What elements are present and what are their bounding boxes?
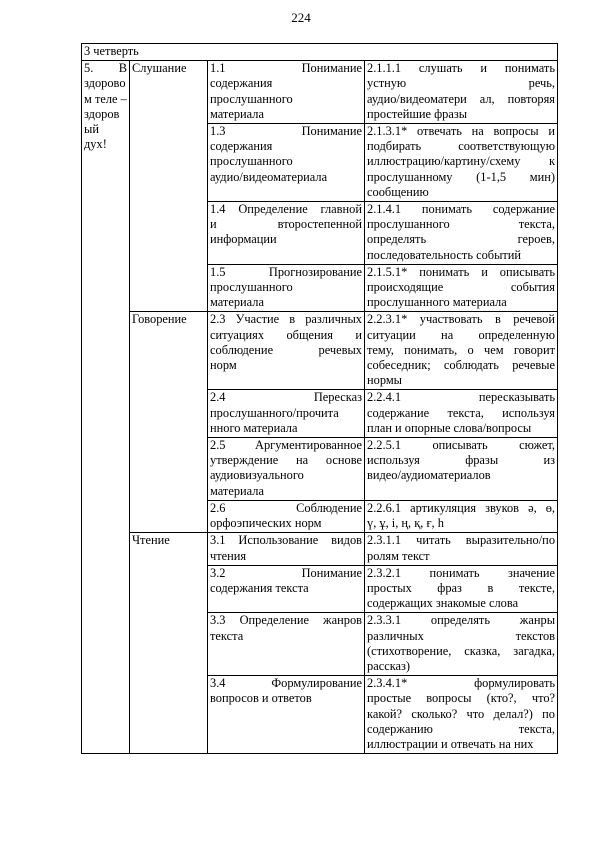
text-line: содержания — [210, 76, 273, 91]
objective-cell — [208, 264, 365, 312]
outcome-cell — [365, 124, 558, 202]
topic-line: здоров — [84, 106, 120, 121]
text-line: утверждение на основе — [210, 453, 362, 468]
objective-cell — [208, 676, 365, 754]
text-line: прослушанного текста, — [367, 217, 556, 232]
text-line: 2.2.4.1 пересказывать — [367, 390, 556, 405]
topic-line: ый — [84, 122, 99, 137]
outcome-cell — [365, 312, 558, 390]
text-line: 2.1.4.1 понимать содержание — [367, 202, 556, 217]
text-line: 3.1 Использование видов — [210, 533, 362, 548]
text-line: 2.5 Аргументированное — [210, 438, 362, 453]
text-line: ситуациях общения и — [210, 327, 362, 342]
topic-line: м теле – — [84, 91, 127, 106]
objective-cell — [208, 500, 365, 532]
text-line: норм — [210, 358, 237, 373]
text-line: сообщению — [367, 184, 429, 199]
text-line: 2.2.3.1* участвовать в речевой — [367, 312, 556, 327]
skill-cell: Чтение — [130, 533, 208, 754]
text-line: аудиовизуального — [210, 468, 304, 483]
objective-cell — [208, 438, 365, 501]
text-line: иллюстрацию/картину/схему к — [367, 154, 556, 169]
outcome-cell — [365, 264, 558, 312]
text-line: различных текстов — [367, 628, 556, 643]
text-line: прослушанного/прочита — [210, 405, 339, 420]
text-line: 1.3 Понимание — [210, 124, 362, 139]
text-line: собеседник; соблюдать речевые — [367, 358, 556, 373]
text-line: определять героев, — [367, 232, 556, 247]
text-line: план и опорные слова/вопросы — [367, 420, 532, 435]
text-line: содержание текста, используя — [367, 405, 556, 420]
objective-cell — [208, 124, 365, 202]
quarter-label: 3 четверть — [82, 44, 558, 61]
text-line: аудио/видеоматериала — [210, 169, 328, 184]
text-line: (стихотворение, сказка, загадка, — [367, 643, 556, 658]
text-line: прослушанному (1-1,5 мин) — [367, 169, 556, 184]
text-line: прослушанного материала — [367, 295, 507, 310]
text-line: последовательность событий — [367, 247, 522, 262]
text-line: 2.2.6.1 артикуляция звуков ә, ө, — [367, 500, 556, 515]
text-line: происходящие события — [367, 280, 556, 295]
text-line: содержанию текста, — [367, 721, 556, 736]
text-line: чтения — [210, 548, 247, 563]
text-line: 3.2 Понимание — [210, 565, 362, 580]
table-row — [82, 61, 558, 124]
outcome-cell — [365, 61, 558, 124]
text-line: материала — [210, 483, 264, 498]
text-line: вопросов и ответов — [210, 691, 312, 706]
text-line: орфоэпических норм — [210, 516, 322, 531]
objective-cell — [208, 202, 365, 265]
text-line: устную речь, — [367, 76, 556, 91]
text-line: рассказ) — [367, 658, 411, 673]
text-line: содержания — [210, 139, 273, 154]
text-line: прослушанного — [210, 280, 293, 295]
text-line: используя фразы из — [367, 453, 556, 468]
text-line: и второстепенной — [210, 217, 362, 232]
text-line: 2.3.4.1* формулировать — [367, 676, 556, 691]
objective-cell — [208, 533, 365, 565]
text-line: подбирать соответствующую — [367, 139, 556, 154]
table-row — [82, 533, 558, 565]
text-line: какой? сколько? что делал?) по — [367, 706, 556, 721]
objective-cell — [208, 61, 365, 124]
text-line: содержащих знакомые слова — [367, 596, 519, 611]
text-line: видео/аудиоматериалов — [367, 468, 491, 483]
topic-word: В — [118, 61, 127, 76]
text-line: текста — [210, 628, 244, 643]
text-line: информации — [210, 232, 277, 247]
text-line: 2.1.3.1* отвечать на вопросы и — [367, 124, 556, 139]
topic-line: здорово — [84, 76, 126, 91]
text-line: тему, понимать, о чем говорит — [367, 342, 556, 357]
text-line: простых фраз в тексте, — [367, 580, 556, 595]
outcome-cell — [365, 202, 558, 265]
quarter-row — [82, 44, 558, 61]
text-line: 2.1.1.1 слушать и понимать — [367, 61, 556, 76]
text-line: материала — [210, 106, 264, 121]
objective-cell — [208, 565, 365, 613]
topic-number: 5. — [84, 61, 94, 76]
outcome-cell — [365, 613, 558, 676]
text-line: нормы — [367, 373, 402, 388]
text-line: 2.4 Пересказ — [210, 390, 362, 405]
topic-line: дух! — [84, 137, 107, 152]
topic-line — [84, 61, 127, 76]
text-line: ролям текст — [367, 548, 430, 563]
curriculum-table — [81, 43, 558, 754]
text-line: прослушанного — [210, 91, 293, 106]
outcome-cell — [365, 676, 558, 754]
outcome-cell — [365, 565, 558, 613]
text-line: 2.1.5.1* понимать и описывать — [367, 264, 556, 279]
text-line: материала — [210, 295, 264, 310]
text-line: 2.6 Соблюдение — [210, 500, 362, 515]
skill-cell: Говорение — [130, 312, 208, 533]
text-line: ү, ұ, і, ң, қ, ғ, һ — [367, 516, 444, 531]
text-line: 2.3 Участие в различных — [210, 312, 362, 327]
text-line: 2.2.5.1 описывать сюжет, — [367, 438, 556, 453]
skill-cell: Слушание — [130, 61, 208, 312]
text-line: содержания текста — [210, 580, 309, 595]
outcome-cell — [365, 390, 558, 438]
objective-cell — [208, 312, 365, 390]
outcome-cell — [365, 438, 558, 501]
text-line: прослушанного — [210, 154, 293, 169]
text-line: простые вопросы (кто?, что? — [367, 691, 556, 706]
outcome-cell — [365, 500, 558, 532]
text-line: 1.4 Определение главной — [210, 202, 362, 217]
text-line: 2.3.1.1 читать выразительно/по — [367, 533, 556, 548]
text-line: 2.3.3.1 определять жанры — [367, 613, 556, 628]
text-line: 3.3 Определение жанров — [210, 613, 362, 628]
text-line: соблюдение речевых — [210, 342, 362, 357]
text-line: иллюстрации и отвечать на них — [367, 736, 534, 751]
text-line: 3.4 Формулирование — [210, 676, 362, 691]
text-line: ситуации на определенную — [367, 327, 556, 342]
table-row — [82, 312, 558, 390]
text-line: 1.1 Понимание — [210, 61, 362, 76]
text-line: простейшие фразы — [367, 106, 468, 121]
text-line: нного материала — [210, 420, 298, 435]
objective-cell — [208, 390, 365, 438]
topic-cell — [82, 61, 130, 754]
outcome-cell — [365, 533, 558, 565]
text-line: 2.3.2.1 понимать значение — [367, 565, 556, 580]
text-line: 1.5 Прогнозирование — [210, 264, 362, 279]
text-line: аудио/видеоматери ал, повторяя — [367, 91, 556, 106]
page-number: 224 — [291, 10, 311, 25]
objective-cell — [208, 613, 365, 676]
